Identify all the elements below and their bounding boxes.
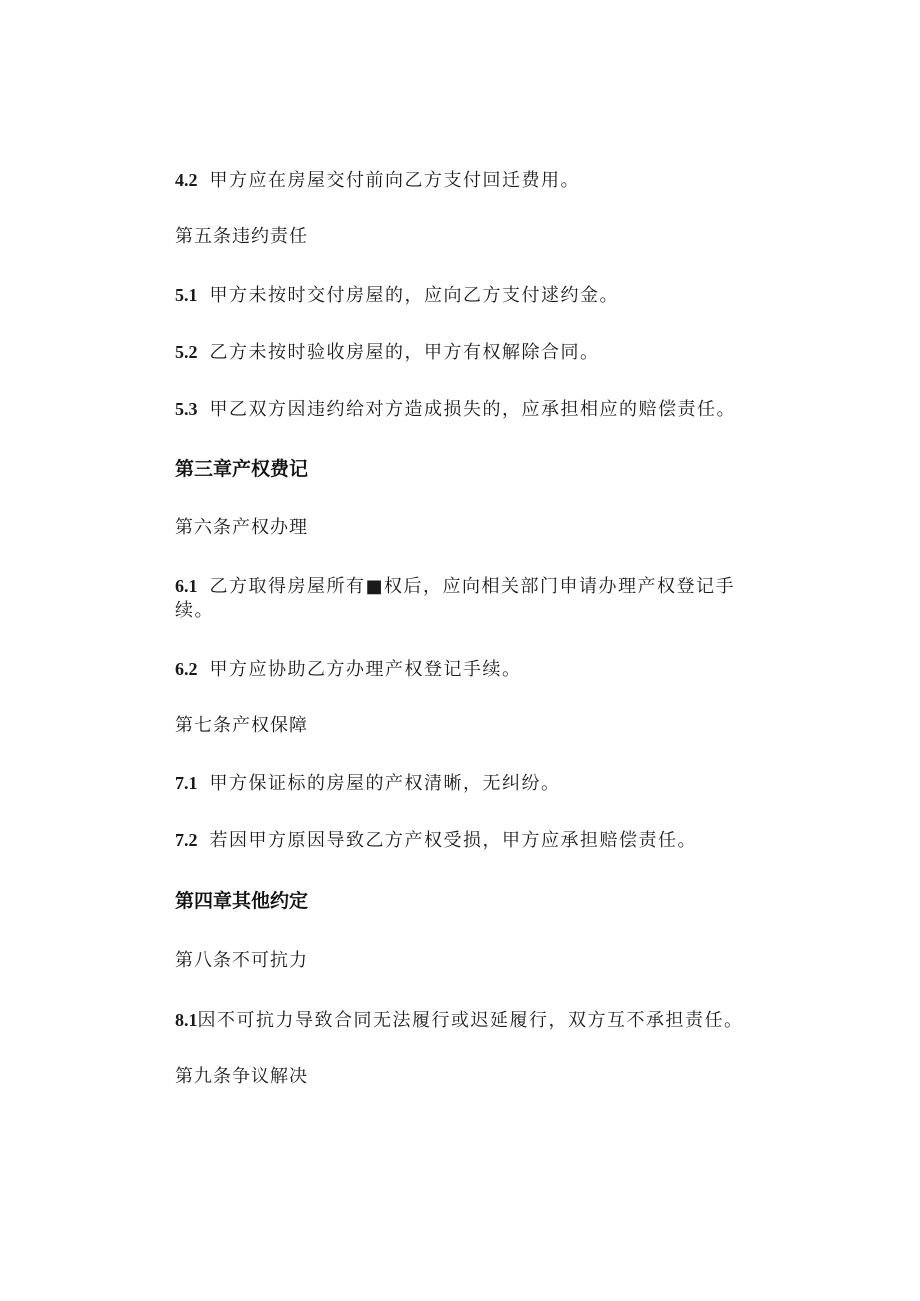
clause-number: 6.1: [175, 576, 198, 596]
clause-6-2: [175, 657, 765, 682]
clause-number: 5.3: [175, 399, 198, 419]
article-9-heading: 第九条争议解决: [175, 1066, 308, 1087]
clause-text: 甲方应协助乙方办理产权登记手续。: [209, 659, 522, 680]
clause-text: 若因甲方原因导致乙方产权受损，甲方应承担赔偿责任。: [209, 830, 697, 851]
article-6-heading: 第六条产权办理: [175, 517, 308, 538]
clause-number: 5.1: [175, 285, 198, 305]
clause-7-2: [175, 828, 765, 853]
clause-5-1: [175, 283, 765, 308]
clause-7-1: [175, 771, 765, 796]
clause-5-3: [175, 397, 765, 422]
clause-text: 甲方应在房屋交付前向乙方支付回迁费用。: [209, 170, 580, 191]
clause-number: 7.1: [175, 773, 198, 793]
clause-number: 4.2: [175, 170, 198, 190]
article-7-heading: 第七条产权保障: [175, 715, 308, 736]
clause-number: 8.1: [175, 1010, 198, 1030]
chapter-4-heading: 第四章其他约定: [175, 890, 309, 912]
clause-text: 因不可抗力导致合同无法履行或迟延履行，双方互不承担责任。: [197, 1010, 744, 1031]
clause-text: 甲方未按时交付房屋的，应向乙方支付逑约金。: [209, 285, 619, 306]
clause-number: 5.2: [175, 342, 198, 362]
clause-text: 乙方未按时验收房屋的，甲方有权解除合同。: [209, 342, 600, 363]
article-8-heading: 第八条不可抗力: [175, 950, 308, 971]
chapter-3-heading: 第三章产权费记: [175, 458, 309, 480]
clause-text: 甲方保证标的房屋的产权清晰，无纠纷。: [209, 773, 561, 794]
clause-4-2: [175, 168, 765, 193]
clause-8-1: [175, 1008, 765, 1033]
clause-number: 7.2: [175, 830, 198, 850]
clause-text: 乙方取得房屋所有■权后，应向相关部门申请办理产权登记手续。: [175, 576, 736, 621]
clause-text: 甲乙双方因违约给对方造成损失的，应承担相应的赔偿责任。: [209, 399, 736, 420]
clause-number: 6.2: [175, 659, 198, 679]
article-5-heading: 第五条违约责任: [175, 226, 308, 247]
clause-5-2: [175, 340, 765, 365]
clause-6-1: [175, 574, 765, 623]
